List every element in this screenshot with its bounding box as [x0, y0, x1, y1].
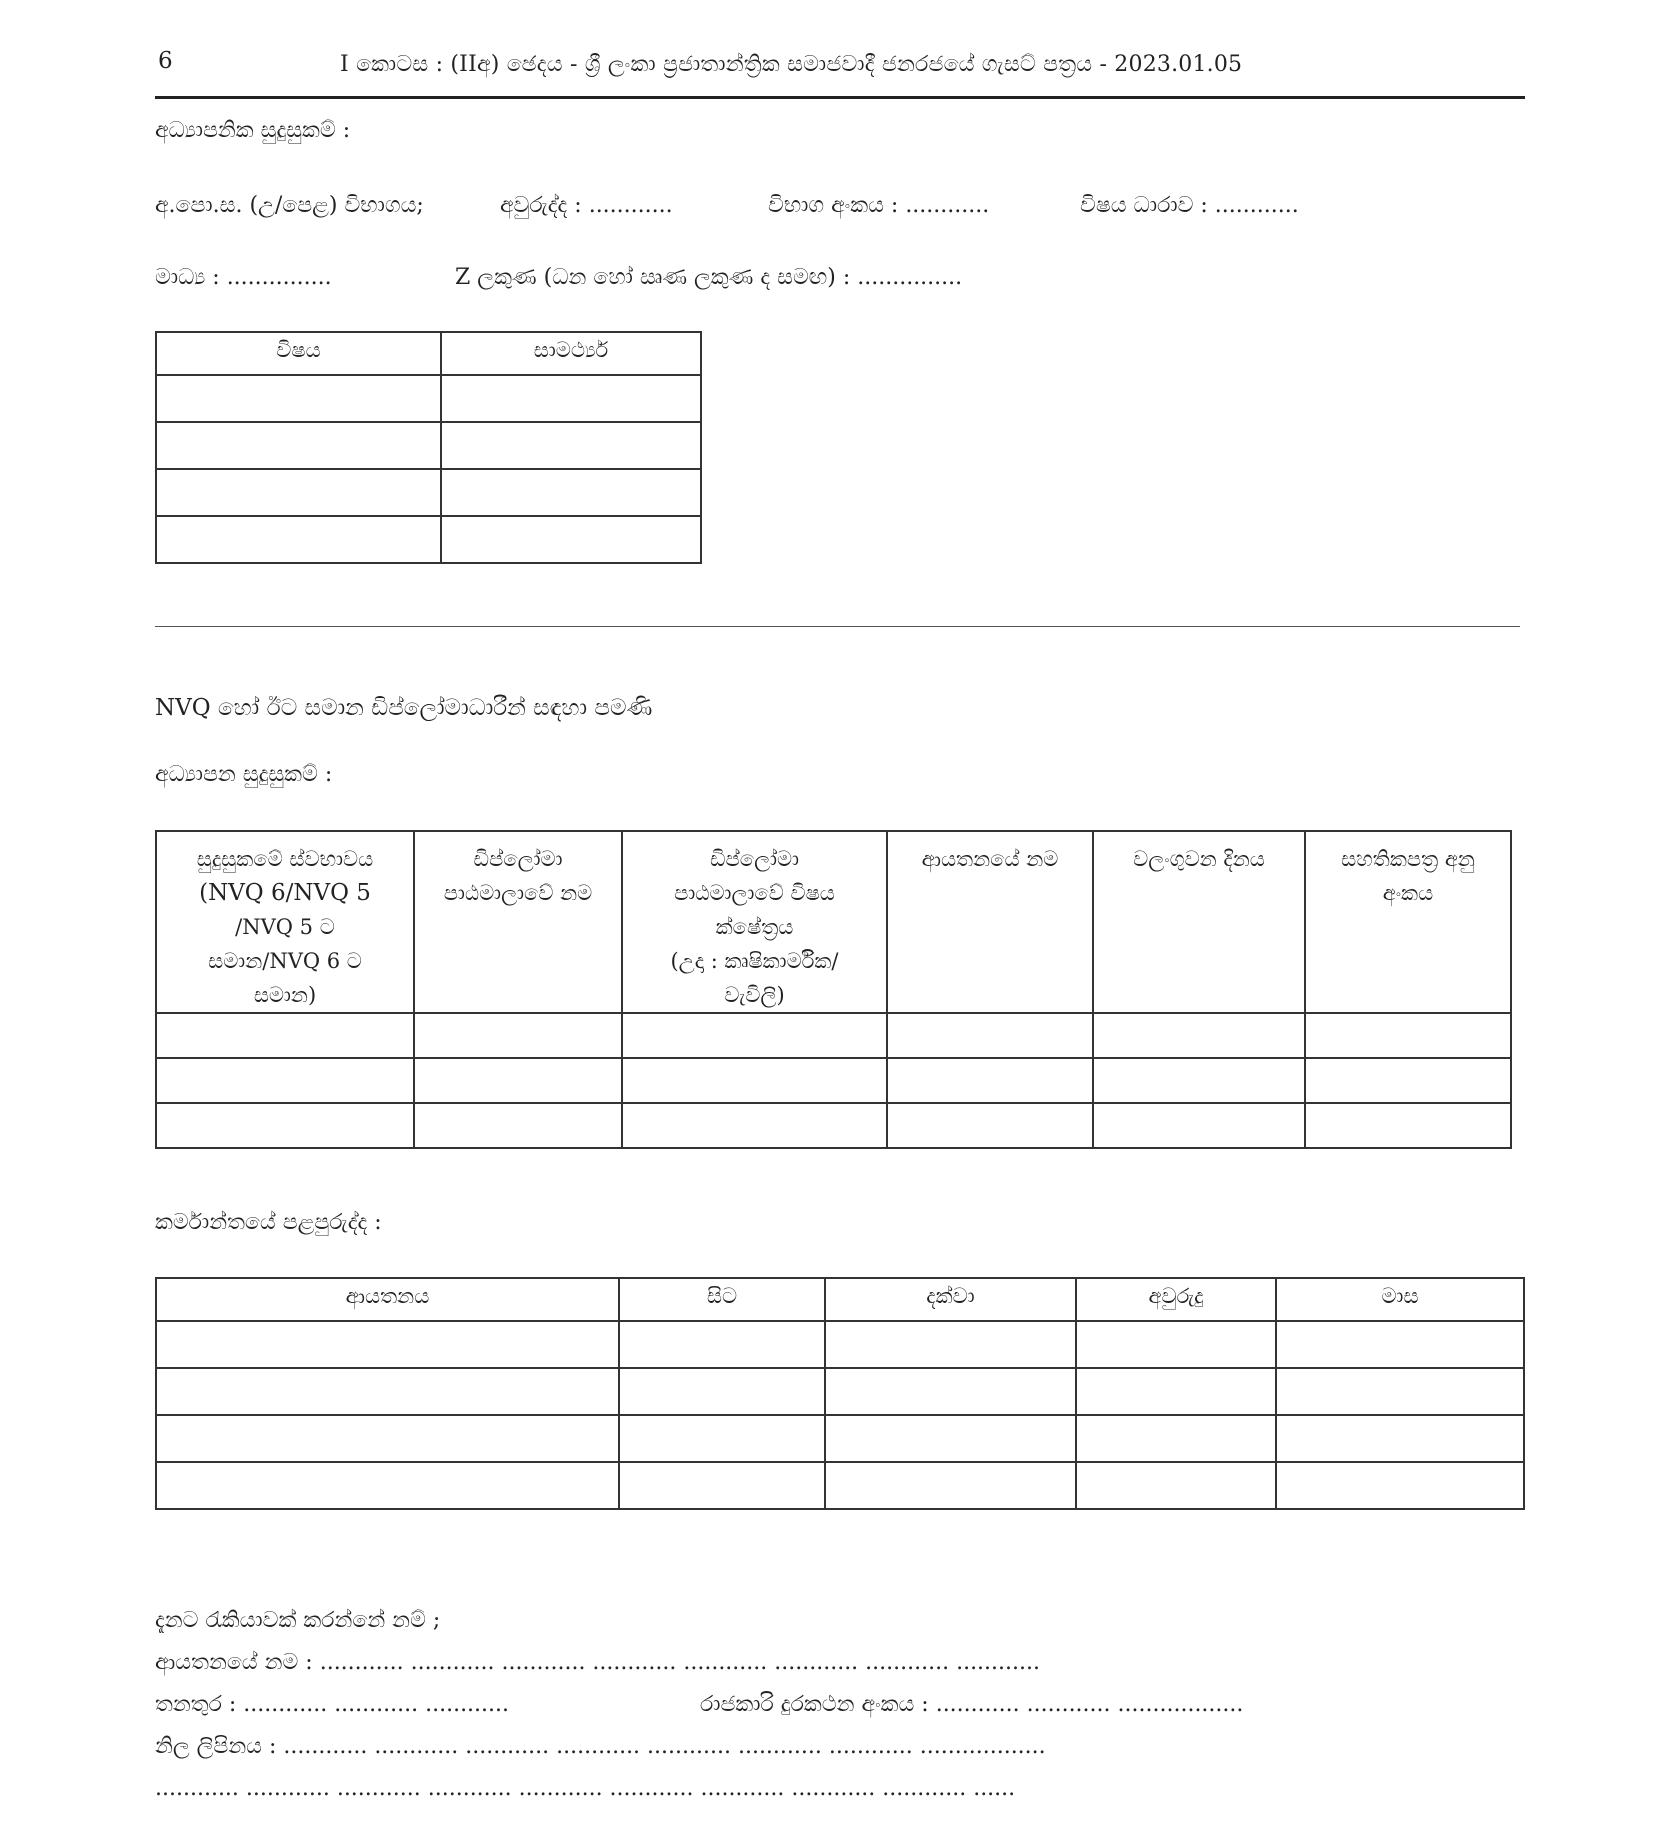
nvq-cell[interactable] — [887, 1058, 1093, 1103]
experience-cell[interactable] — [1076, 1321, 1276, 1368]
experience-table — [155, 1277, 1525, 1510]
experience-cell[interactable] — [156, 1321, 619, 1368]
results-header-grade: සාමර්ථ්‍ය — [441, 332, 701, 375]
results-cell[interactable] — [441, 422, 701, 469]
medium-field[interactable]: මාධ්‍ය : ............... — [155, 265, 332, 290]
nvq-subheading: අධ්‍යාපන සුදුසුකම් : — [155, 762, 333, 787]
index-number-field[interactable]: විභාග අංකය : ............ — [768, 193, 990, 218]
nvq-cell[interactable] — [414, 1058, 622, 1103]
results-cell[interactable] — [156, 422, 441, 469]
results-header-subject: විෂය — [156, 332, 441, 375]
nvq-cell[interactable] — [1305, 1013, 1511, 1058]
nvq-cell[interactable] — [414, 1013, 622, 1058]
experience-cell[interactable] — [619, 1462, 825, 1509]
experience-cell[interactable] — [156, 1462, 619, 1509]
experience-cell[interactable] — [1076, 1462, 1276, 1509]
nvq-cell[interactable] — [1305, 1058, 1511, 1103]
subject-stream-field[interactable]: විෂය ධාරාව : ............ — [1080, 193, 1299, 218]
nvq-header-institution: ආයතනයේ නම — [887, 831, 1093, 1013]
nvq-cell[interactable] — [1093, 1013, 1305, 1058]
nvq-cell[interactable] — [887, 1013, 1093, 1058]
experience-header-to: දක්වා — [825, 1278, 1076, 1321]
institution-name-field[interactable]: ආයතනයේ නම : ............ ............ ............ ............ ............ ............ ............ ............ — [155, 1650, 1040, 1675]
experience-cell[interactable] — [156, 1415, 619, 1462]
experience-cell[interactable] — [825, 1415, 1076, 1462]
gazette-header-title: I කොටස : (IIඅ) ඡෙදය - ශ්‍රී ලංකා ප්‍රජාතාන්ත්‍රික සමාජවාදී ජනරජයේ ගැසට් පත්‍රය - 2023.01.05 — [340, 52, 1243, 77]
experience-cell[interactable] — [1076, 1415, 1276, 1462]
exam-label: අ.පො.ස. (උ/පෙළ) විභාගය; — [155, 193, 424, 218]
nvq-cell[interactable] — [622, 1058, 887, 1103]
results-cell[interactable] — [441, 516, 701, 563]
nvq-header-qualification: සුදුසුකමේ ස්වභාවය (NVQ 6/NVQ 5 /NVQ 5 ට සමාන/NVQ 6 ට සමාන) — [156, 831, 414, 1013]
nvq-cell[interactable] — [1093, 1103, 1305, 1148]
experience-cell[interactable] — [1276, 1415, 1524, 1462]
experience-cell[interactable] — [619, 1415, 825, 1462]
experience-cell[interactable] — [1276, 1321, 1524, 1368]
results-cell[interactable] — [156, 375, 441, 422]
nvq-table — [155, 830, 1512, 1149]
results-cell[interactable] — [441, 469, 701, 516]
header-divider — [155, 96, 1525, 99]
nvq-cell[interactable] — [156, 1058, 414, 1103]
nvq-header-effective-date: වලංගුවන දිනය — [1093, 831, 1305, 1013]
experience-cell[interactable] — [1076, 1368, 1276, 1415]
nvq-cell[interactable] — [622, 1013, 887, 1058]
nvq-header-course-name: ඩිප්ලෝමා පාඨමාලාවේ නම — [414, 831, 622, 1013]
zscore-field[interactable]: Z ලකුණ (ධන හෝ ඍණ ලකුණ ද සමඟ) : ............... — [455, 265, 963, 290]
nvq-cell[interactable] — [156, 1103, 414, 1148]
academic-heading: අධ්‍යාපනික සුදුසුකම් : — [155, 118, 351, 143]
results-table — [155, 331, 702, 564]
results-cell[interactable] — [441, 375, 701, 422]
office-phone-field[interactable]: රාජකාරි දුරකථන අංකය : ............ ............ .................. — [700, 1692, 1244, 1717]
nvq-cell[interactable] — [622, 1103, 887, 1148]
nvq-cell[interactable] — [156, 1013, 414, 1058]
experience-cell[interactable] — [1276, 1462, 1524, 1509]
nvq-header-certificate-number: සහතිකපත්‍ර අනු අංකය — [1305, 831, 1511, 1013]
position-field[interactable]: තනතුර : ............ ............ ............ — [155, 1692, 510, 1717]
nvq-heading: NVQ හෝ ඊට සමාන ඩිප්ලෝමාධාරීන් සඳහා පමණි — [155, 695, 653, 721]
current-job-heading: දැනට රැකියාවක් කරන්නේ නම් ; — [155, 1608, 441, 1633]
nvq-cell[interactable] — [1093, 1058, 1305, 1103]
official-address-field[interactable]: නිල ලිපිනය : ............ ............ ............ ............ ............ ............ ............ .................. — [155, 1734, 1046, 1759]
page-number: 6 — [158, 48, 173, 74]
year-field[interactable]: අවුරුද්ද : ............ — [500, 193, 673, 218]
results-cell[interactable] — [156, 516, 441, 563]
nvq-cell[interactable] — [887, 1103, 1093, 1148]
experience-header-institution: ආයතනය — [156, 1278, 619, 1321]
official-address-continued[interactable]: ............ ............ ............ ............ ............ ............ ............ ............ ............ ...... — [155, 1776, 1016, 1801]
experience-heading: කර්මාන්තයේ පළපුරුද්ද : — [155, 1210, 382, 1235]
experience-cell[interactable] — [619, 1321, 825, 1368]
experience-cell[interactable] — [156, 1368, 619, 1415]
experience-header-months: මාස — [1276, 1278, 1524, 1321]
experience-header-from: සිට — [619, 1278, 825, 1321]
experience-header-years: අවුරුදු — [1076, 1278, 1276, 1321]
nvq-header-course-field: ඩිප්ලෝමා පාඨමාලාවේ විෂය ක්ෂේත්‍රය (උදා : කෘෂිකාර්මික/ වැවිලි) — [622, 831, 887, 1013]
experience-cell[interactable] — [1276, 1368, 1524, 1415]
experience-cell[interactable] — [619, 1368, 825, 1415]
experience-cell[interactable] — [825, 1462, 1076, 1509]
results-cell[interactable] — [156, 469, 441, 516]
experience-cell[interactable] — [825, 1368, 1076, 1415]
nvq-cell[interactable] — [414, 1103, 622, 1148]
nvq-cell[interactable] — [1305, 1103, 1511, 1148]
experience-cell[interactable] — [825, 1321, 1076, 1368]
section-divider — [155, 626, 1520, 627]
